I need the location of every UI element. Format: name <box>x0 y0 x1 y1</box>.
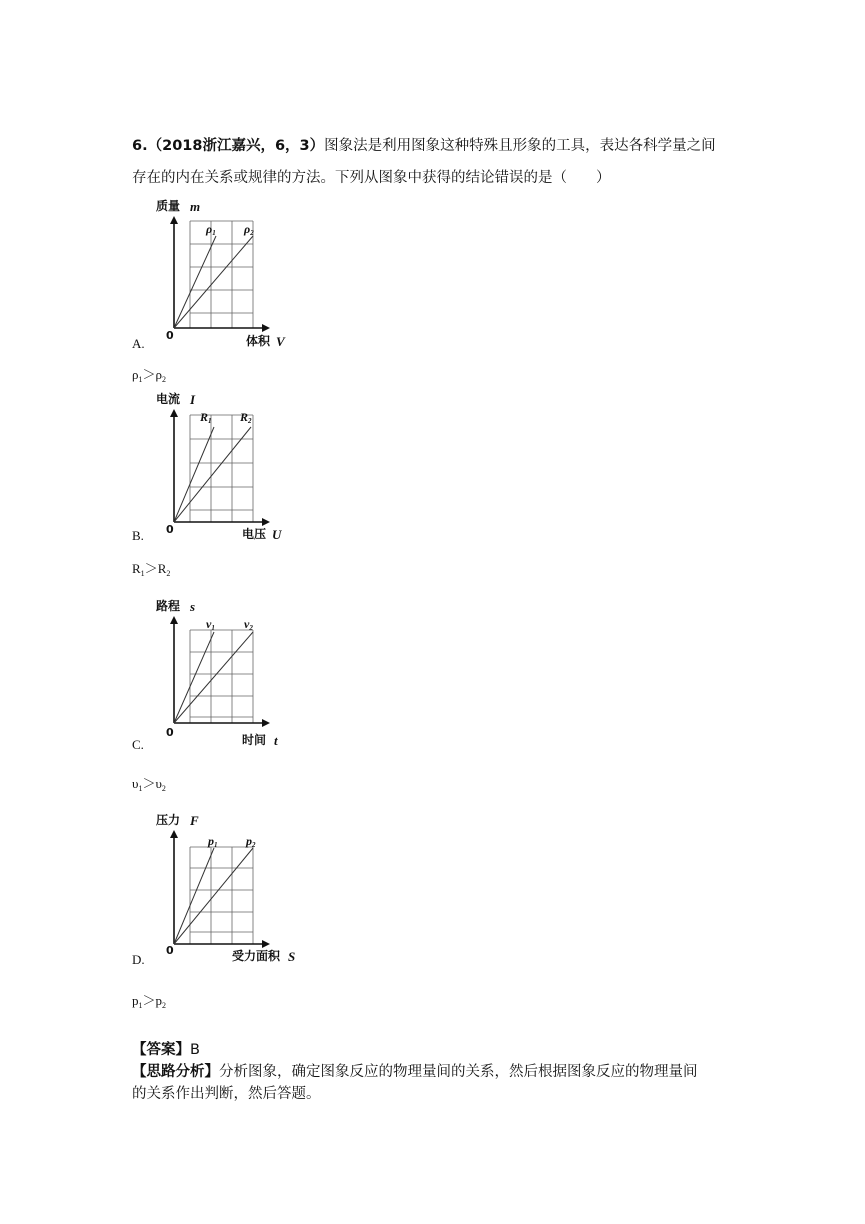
option-b-conclusion: $R_1>R_2$ <box>132 561 171 578</box>
question-line-2 <box>132 168 611 188</box>
graph-c-y-label: 路程 <box>156 599 181 613</box>
graph-b-line1-label: R1 <box>200 410 212 425</box>
graph-c-line2-label: v2 <box>244 617 253 632</box>
graph-b-y-symbol: I <box>190 392 196 407</box>
answer-label: 【答案】 <box>132 1042 190 1058</box>
graph-d-origin: 0 <box>166 944 174 957</box>
graph-c-line1-label: v1 <box>206 617 215 632</box>
question-text-1: 图象法是利用图象这种特殊且形象的工具，表达各科学量之间 <box>324 138 716 154</box>
graph-a-origin: 0 <box>166 329 174 342</box>
question-line-1: 6.（2018浙江嘉兴，6，3）图象法是利用图象这种特殊且形象的工具，表达各科学量之间 <box>132 138 716 154</box>
graph-a-y-label: 质量 <box>156 199 181 213</box>
option-d-letter: D. <box>132 952 145 967</box>
analysis-text-2: 的关系作出判断，然后答题。 <box>132 1086 321 1102</box>
graph-d-x-label: 受力面积 <box>232 949 281 963</box>
option-b-letter: B. <box>132 528 144 543</box>
graph-b <box>150 389 300 544</box>
answer-line <box>132 1039 200 1061</box>
graph-d <box>150 810 310 968</box>
graph-c-x-label: 时间 <box>242 733 267 747</box>
graph-d-line2-label: p2 <box>246 834 256 849</box>
graph-d-y-label: 压力 <box>156 813 181 827</box>
question-source: （2018浙江嘉兴，6，3） <box>147 138 325 154</box>
option-c-letter: C. <box>132 737 144 752</box>
graph-b-x-symbol: U <box>272 527 282 542</box>
analysis-text-1: 分析图象，确定图象反应的物理量间的关系，然后根据图象反应的物理量间 <box>219 1064 698 1080</box>
graph-b-y-label: 电流 <box>156 392 181 406</box>
graph-a-line2-label: ρ2 <box>244 222 254 237</box>
option-a-conclusion: $\rho_1>\rho_2$ <box>132 367 167 384</box>
answer-value: B <box>190 1042 200 1058</box>
analysis-line-2 <box>132 1083 321 1105</box>
option-d-conclusion: $p_1>p_2$ <box>132 993 167 1010</box>
graph-a <box>150 196 300 351</box>
graph-c-origin: 0 <box>166 726 174 739</box>
graph-a-line1-label: ρ1 <box>206 222 216 237</box>
graph-c-y-symbol: s <box>190 599 196 614</box>
graph-c <box>150 596 300 751</box>
graph-a-x-label: 体积 <box>246 334 271 348</box>
graph-d-x-symbol: S <box>288 949 296 964</box>
option-c-conclusion: $\upsilon_1>\upsilon_2$ <box>132 776 166 793</box>
option-a-letter: A. <box>132 336 145 351</box>
question-text-2: 存在的内在关系或规律的方法。下列从图象中获得的结论错误的是（ ） <box>132 170 611 186</box>
graph-c-x-symbol: t <box>274 733 278 748</box>
graph-a-x-symbol: V <box>276 334 285 349</box>
graph-d-y-symbol: F <box>190 813 199 828</box>
graph-a-y-symbol: m <box>190 199 201 214</box>
graph-b-origin: 0 <box>166 523 174 536</box>
analysis-line-1 <box>132 1061 698 1083</box>
graph-b-x-label: 电压 <box>242 527 267 541</box>
graph-b-line2-label: R2 <box>240 410 252 425</box>
question-number: 6 <box>132 138 143 154</box>
analysis-label: 【思路分析】 <box>132 1064 219 1080</box>
graph-d-line1-label: p1 <box>208 834 218 849</box>
